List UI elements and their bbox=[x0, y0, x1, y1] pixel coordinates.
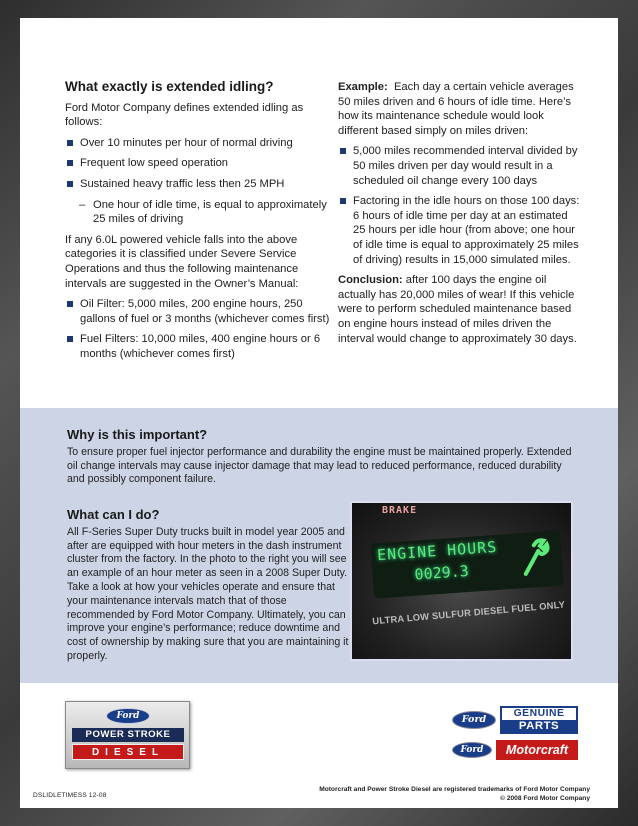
what-heading: What can I do? bbox=[67, 507, 160, 522]
why-heading: Why is this important? bbox=[67, 427, 208, 442]
right-column bbox=[338, 80, 583, 352]
example-list bbox=[338, 144, 583, 267]
maintenance-intervals-list bbox=[65, 297, 333, 361]
what-text: All F-Series Super Duty trucks built in model year 2005 and after are equipped with hour meters in the dash instrument cluster from the factory. In the photo to the right you will see an example of an hour meter as seen in a 2008 Super Duty. Take a look at how your vehicles operate and ensure that your maintenance intervals match that of those recommended by Ford Motor Company. Ultimately, you can improve your engine’s performance; reduce downtime and cost of ownership by making sure that you are maintaining it properly. bbox=[67, 525, 349, 662]
document-code: DSLIDLETIMESS 12-08 bbox=[33, 792, 107, 799]
conclusion-paragraph: Conclusion: after 100 days the engine oil actually has 20,000 miles of wear! If this vehicle were to perform scheduled maintenance based on engine hours instead of miles driven the interval would change to approximately 30 days. bbox=[338, 274, 577, 345]
list-item: Frequent low speed operation bbox=[65, 156, 333, 171]
bullet-icon bbox=[340, 148, 346, 154]
why-section bbox=[67, 428, 577, 487]
power-stroke-diesel-logo bbox=[65, 701, 190, 769]
power-stroke-text: POWER STROKE bbox=[72, 728, 184, 742]
list-item: Over 10 minutes per hour of normal driving bbox=[65, 136, 333, 151]
diesel-text: DIESEL bbox=[72, 744, 184, 760]
list-item: Fuel Filters: 10,000 miles, 400 engine hours or 6 months (whichever comes first) bbox=[65, 332, 333, 361]
list-item: Sustained heavy traffic less then 25 MPH bbox=[65, 177, 333, 192]
severe-service-text: If any 6.0L powered vehicle falls into the above categories it is classified under Severe Service Operations and thus the following maintenance intervals are suggested in the Owner’s Manual: bbox=[65, 233, 299, 290]
intro-text: Ford Motor Company defines extended idling as follows: bbox=[65, 101, 304, 129]
copyright-text: © 2008 Ford Motor Company bbox=[500, 795, 590, 802]
idling-criteria-list bbox=[65, 136, 333, 192]
trademark-text: Motorcraft and Power Stroke Diesel are registered trademarks of Ford Motor Company bbox=[319, 786, 590, 793]
list-item: Oil Filter: 5,000 miles, 200 engine hours, 250 gallons of fuel or 3 months (whichever comes first) bbox=[65, 297, 333, 326]
dash-marker: – bbox=[79, 198, 86, 211]
bullet-icon bbox=[67, 160, 73, 166]
engine-hours-value: 0029.3 bbox=[413, 561, 470, 584]
genuine-parts-box bbox=[500, 706, 578, 734]
brake-indicator: BRAKE bbox=[382, 505, 418, 516]
lcd-display bbox=[370, 530, 563, 598]
motorcraft-text: Motorcraft bbox=[496, 740, 578, 760]
what-section bbox=[67, 508, 352, 664]
bullet-icon bbox=[67, 140, 73, 146]
left-column bbox=[65, 80, 333, 368]
genuine-text: GENUINE bbox=[513, 708, 565, 719]
list-item: 5,000 miles recommended interval divided by 50 miles driven per day would result in a scheduled oil change every 100 days bbox=[338, 144, 583, 188]
genuine-parts-logo bbox=[450, 706, 580, 734]
fuel-warning-label: ULTRA LOW SULFUR DIESEL FUEL ONLY bbox=[371, 598, 566, 627]
ford-oval-logo: Ford bbox=[452, 742, 492, 758]
parts-text: PARTS bbox=[502, 720, 576, 732]
engine-hours-label: ENGINE HOURS bbox=[376, 537, 498, 565]
trademark-notice bbox=[319, 785, 590, 803]
ford-oval-logo: Ford bbox=[452, 711, 496, 729]
hour-meter-photo bbox=[350, 501, 573, 661]
example-label: Example: bbox=[338, 81, 388, 93]
bullet-icon bbox=[67, 301, 73, 307]
ford-oval-logo: Ford bbox=[106, 708, 150, 724]
conclusion-label: Conclusion: bbox=[338, 274, 403, 287]
example-paragraph: Example: Each day a certain vehicle averages 50 miles driven and 6 hours of idle time. Here’s how its maintenance schedule would look different based simply on miles driven: bbox=[338, 81, 574, 137]
motorcraft-logo bbox=[450, 738, 580, 762]
bullet-icon bbox=[340, 198, 346, 204]
bullet-icon bbox=[67, 181, 73, 187]
list-item: Factoring in the idle hours on those 100 days: 6 hours of idle time per day at an estimated 25 hours per idle hour (from above; one hour of idle time is equal to approximately 25 miles of driving) results in 15,000 simulated miles. bbox=[338, 194, 583, 267]
wrench-icon bbox=[515, 536, 552, 578]
sub-bullet: – One hour of idle time, is equal to approximately 25 miles of driving bbox=[79, 198, 327, 226]
bullet-icon bbox=[67, 336, 73, 342]
extended-idling-heading: What exactly is extended idling? bbox=[65, 79, 274, 94]
why-text: To ensure proper fuel injector performance and durability the engine must be maintained properly. Extended oil change intervals may cause injector damage that may lead to reduced performance, reduced durability and possibly component failure. bbox=[67, 445, 572, 486]
document-page bbox=[20, 18, 618, 808]
